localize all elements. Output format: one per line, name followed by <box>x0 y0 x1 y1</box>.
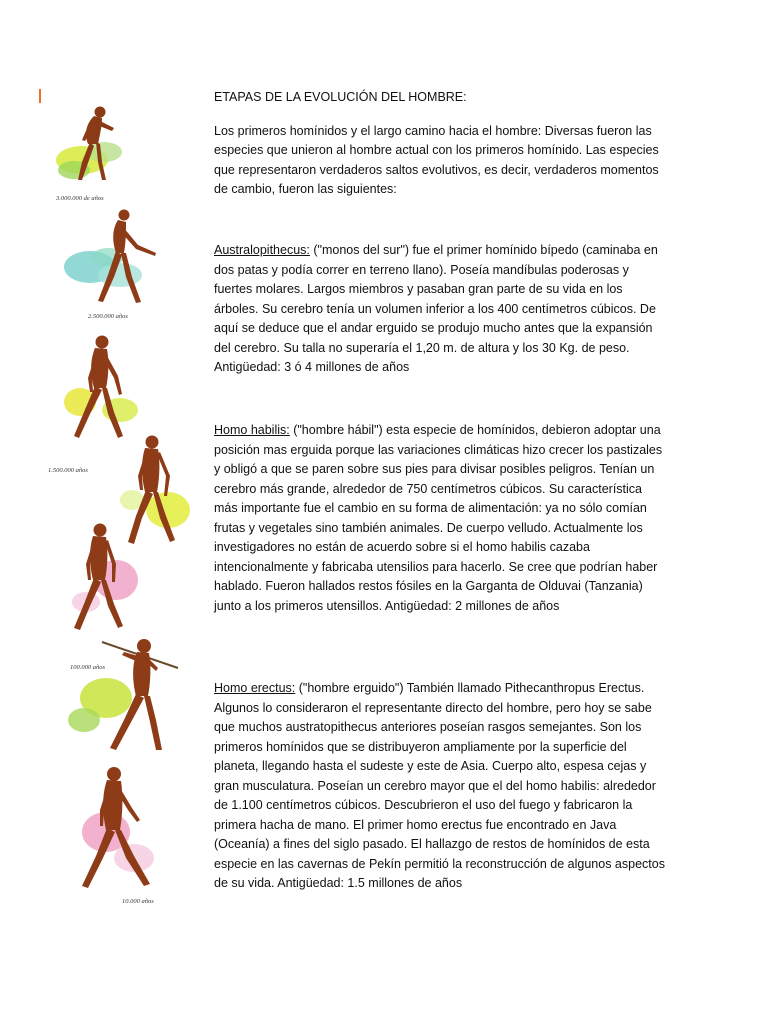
hominid-figure-7 <box>70 762 170 898</box>
intro-paragraph: Los primeros homínidos y el largo camino hacia el hombre: Diversas fueron las especies que unieron al hombre actual con los primeros homínido. Las especies que representaron verdaderos saltos evolutivos, es decir, verdaderos momentos de cambio, fueron las siguientes: <box>214 123 659 196</box>
hominid-figure-1 <box>52 100 132 196</box>
hominid-figure-2 <box>60 205 160 313</box>
section-body: ("hombre hábil") esta especie de homínidos, debieron adoptar una posición mas erguida porque las variaciones climáticas hizo crecer los pastizales y obligó a que se paren sobre sus pies para divisar posibles peligros. Tenían un cerebro más grande, alrededor de 750 centímetros cúbicos. Su característica más importante fue el cambio en su forma de alimentación: ya no sólo comían frutas y vegetales sino también animales. De cuerpo velludo. Actualmente los investigadores no están de acuerdo sobre si el homo habilis cazaba intencionalmente y fabricaba utensilios para hacerlo. Se cree que podrían haber hablado. Fueron hallados restos fósiles en la Garganta de Olduvai (Tanzania) junto a los primeros utensillos. Antigüedad: 2 millones de años <box>214 423 663 613</box>
section-homo-habilis <box>214 421 668 616</box>
figure-caption-5: 10.000 años <box>122 898 154 905</box>
hominid-figure-3 <box>62 330 142 445</box>
section-term: Homo erectus: <box>214 681 296 695</box>
page-margin-mark <box>39 89 41 103</box>
section-australopithecus <box>214 241 668 378</box>
figure-caption-4: 100.000 años <box>70 664 106 671</box>
section-body: ("hombre erguido") También llamado Pithecanthropus Erectus. Algunos lo consideraron el representante directo del hombre, pero hoy se sabe que muchos austratopithecus anteriores poseían rasgos semejantes. Son los primeros homínidos que se distribuyeron ampliamente por la superficie del planeta, llegando hasta el sudeste y este de Asia. Cuerpo alto, espesa cejas y gran musculatura. Poseían un cerebro mayor que el del homo habilis: alrededor de 1.100 centímetros cúbicos. Descubrieron el uso del fuego y fabricaron la primera hacha de mano. El primer homo erectus fue encontrado en Java (Oceanía) a fines del siglo pasado. El hallazgo de restos de homínidos de esta especie en las cavernas de Pekín permitió la reconstrucción de algunos aspectos de su vida. Antigüedad: 1.5 millones de años <box>214 681 665 890</box>
section-body: ("monos del sur") fue el primer homínido bípedo (caminaba en dos patas y podía correr en terreno llano). Poseía mandíbulas poderosas y fuertes molares. Largos miembros y pasaban gran parte de su vida en los árboles. Su cerebro tenía un volumen inferior a los 400 centímetros cúbicos. De aquí se deduce que el andar erguido se produjo mucho antes que la expansión del cerebro. Su talla no superaría el 1,20 m. de altura y los 30 Kg. de peso. Antigüedad: 3 ó 4 millones de años <box>214 243 658 374</box>
section-homo-erectus <box>214 679 668 894</box>
section-term: Australopithecus: <box>214 243 310 257</box>
hominid-figure-5 <box>62 518 142 636</box>
figure-caption-1: 3.000.000 de años <box>56 195 104 202</box>
section-term: Homo habilis: <box>214 423 290 437</box>
figure-caption-2: 2.500.000 años <box>88 313 128 320</box>
document-body <box>214 88 668 200</box>
document-title: ETAPAS DE LA EVOLUCIÓN DEL HOMBRE: <box>214 90 467 104</box>
hominid-figure-6 <box>58 632 180 758</box>
figure-caption-3: 1.500.000 años <box>48 467 88 474</box>
